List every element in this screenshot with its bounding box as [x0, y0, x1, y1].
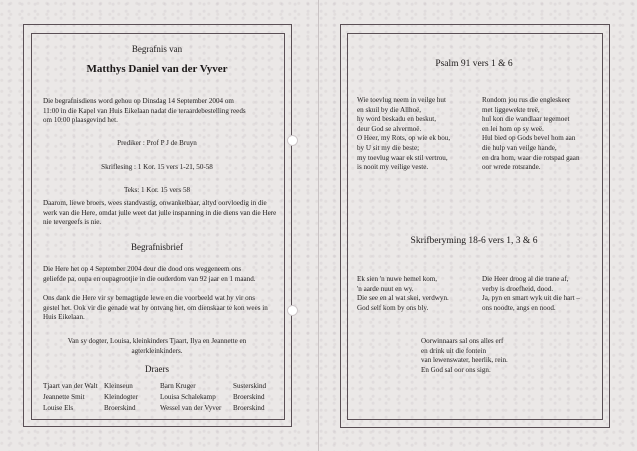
psalm-line: en lei hom op sy weë. — [482, 124, 544, 133]
burial-text — [43, 265, 256, 284]
hymn-line: En God sal oor ons sign. — [421, 365, 491, 374]
hymn-line: Ek sien 'n nuwe hemel kom, — [357, 275, 438, 283]
bearer-relation: Kleindogter — [104, 393, 138, 401]
hymn-line: Die Heer droog al die trane af, — [482, 275, 569, 283]
bearer-relation: Susterskind — [233, 382, 267, 390]
hymn-line: ons noodte, angs en nood. — [482, 303, 556, 312]
service-intro-line: Die begrafnisdiens word gehou op Dinsdag 14 September 2004 om — [43, 97, 234, 105]
sermon-text: Teks: 1 Kor. 15 vers 58 — [123, 186, 191, 194]
psalm-line: Hul bied op Gods bevel hom aan — [482, 134, 576, 143]
bearer-relation: Broerskind — [233, 404, 265, 412]
psalm-line: O Heer, my Rots, op wie ek bou, — [357, 134, 451, 143]
preacher: Prediker : Prof P J de Bruyn — [117, 139, 197, 147]
psalm-title: Psalm 91 vers 1 & 6 — [435, 59, 513, 69]
bearer-name: Wessel van der Vyver — [160, 404, 222, 412]
bearer-relation: Broerskind — [233, 393, 265, 401]
psalm-line: hul kon die wandlaar tegemoet — [482, 115, 570, 124]
deceased-name: Matthys Daniel van der Vyver — [86, 63, 228, 75]
psalm-line: oor wrede rotsrande. — [482, 163, 541, 172]
bearer-relation: Broerskind — [104, 404, 136, 412]
bearer-relation: Kleinseun — [104, 382, 133, 390]
hymn-column-1 — [357, 275, 449, 313]
thanks-text — [43, 294, 268, 323]
psalm-line: deur God se alvermoë. — [357, 124, 422, 133]
service-intro-line: 11:00 in die Kapel van Huis Eikelaan nadat die teraardebestelling reeds — [43, 106, 246, 115]
psalm-line: en skuil by die Allhoë, — [357, 105, 422, 114]
family-text-line: agterkleinkinders. — [131, 346, 183, 355]
psalm-line: by U sit my die beste; — [357, 143, 420, 152]
thanks-text-line: Ons dank die Here vir sy bemagtigde lewe en die voorbeeld wat hy vir ons — [43, 294, 255, 302]
family-text — [31, 337, 283, 356]
text-quote — [43, 199, 276, 228]
service-intro-line: om 10:00 plaasgevind het. — [43, 116, 118, 125]
text-quote-line: Daarom, liewe broers, wees standvastig, onwankelbaar, altyd oorvloedig in die — [43, 199, 267, 207]
text-quote-line: werk van die Here, omdat julle weet dat julle inspanning in die diens van die Here — [43, 208, 277, 217]
psalm-line: my toevlug waar ek stil vertrou, — [357, 153, 448, 162]
service-intro — [43, 97, 246, 126]
hymn-title: Skrifberyming 18-6 vers 1, 3 & 6 — [410, 236, 538, 246]
left-heading: Begrafnis van — [131, 44, 183, 54]
psalm-line: hy word beskadu en beskut, — [357, 115, 437, 124]
text-quote-line: nie tevergeefs is nie. — [43, 218, 102, 227]
burial-text-line: Die Here het op 4 September 2004 deur die dood ons weggeneem ons — [43, 265, 242, 273]
psalm-line: met liggewekte treë, — [482, 105, 540, 114]
hymn-line: van lewenswater, heerlik, rein. — [421, 356, 508, 365]
family-text-line: Van sy dogter, Louisa, kleinkinders Tjaart, Ilya en Jeannette en — [67, 337, 247, 345]
burial-text-line: geliefde pa, oupa en oupagrootjie in die ouderdom van 92 jaar en 1 maand. — [43, 274, 256, 283]
bearer-name: Jeannette Smit — [43, 393, 85, 401]
punch-hole-top — [287, 135, 298, 146]
hymn-column-2 — [482, 275, 580, 313]
punch-hole-bottom — [287, 305, 298, 316]
thanks-text-line: Huis Eikelaan. — [43, 313, 85, 322]
psalm-column-2 — [482, 96, 580, 173]
psalm-line: Rondom jou rus die engleskeer — [482, 96, 571, 104]
burial-heading: Begrafnisbrief — [131, 242, 183, 252]
psalm-line: die hulp van veilge hande, — [482, 143, 557, 152]
psalm-line: is nooit my veilige veste. — [357, 163, 429, 172]
scripture-reading: Skriflesing : 1 Kor. 15 vers 1-21, 50-58 — [101, 163, 213, 171]
hymn-line: verby is droefheid, dood. — [482, 284, 554, 293]
bearer-name: Tjaart van der Walt — [43, 382, 98, 390]
bearer-name: Louisa Schalekamp — [160, 393, 216, 401]
hymn-final-stanza — [421, 337, 508, 375]
thanks-text-line: gestel het. Ook vir die genade wat hy ontvang het, om dienskaar te kon wees in — [43, 303, 268, 312]
hymn-line: 'n aarde nuut en wy. — [357, 284, 414, 293]
page-fold — [318, 0, 319, 451]
psalm-column-1 — [357, 96, 450, 173]
psalm-line: Wie toevlug neem in veilge hut — [357, 96, 446, 104]
hymn-line: Oorwinnaars sal ons alles erf — [421, 337, 504, 345]
bearer-name: Louise Els — [43, 404, 74, 412]
hymn-line: Ja, pyn en smart wyk uit die hart – — [482, 294, 580, 303]
psalm-line: en dra hom, waar die rotspad gaan — [482, 153, 580, 162]
hymn-line: en drink uit die fontein — [421, 346, 487, 355]
hymn-line: Die see en al wat skei, verdwyn. — [357, 294, 449, 303]
bearers-heading: Draers — [145, 364, 169, 374]
hymn-line: God self kom by ons bly. — [357, 303, 429, 312]
bearer-name: Barn Kruger — [160, 382, 196, 390]
